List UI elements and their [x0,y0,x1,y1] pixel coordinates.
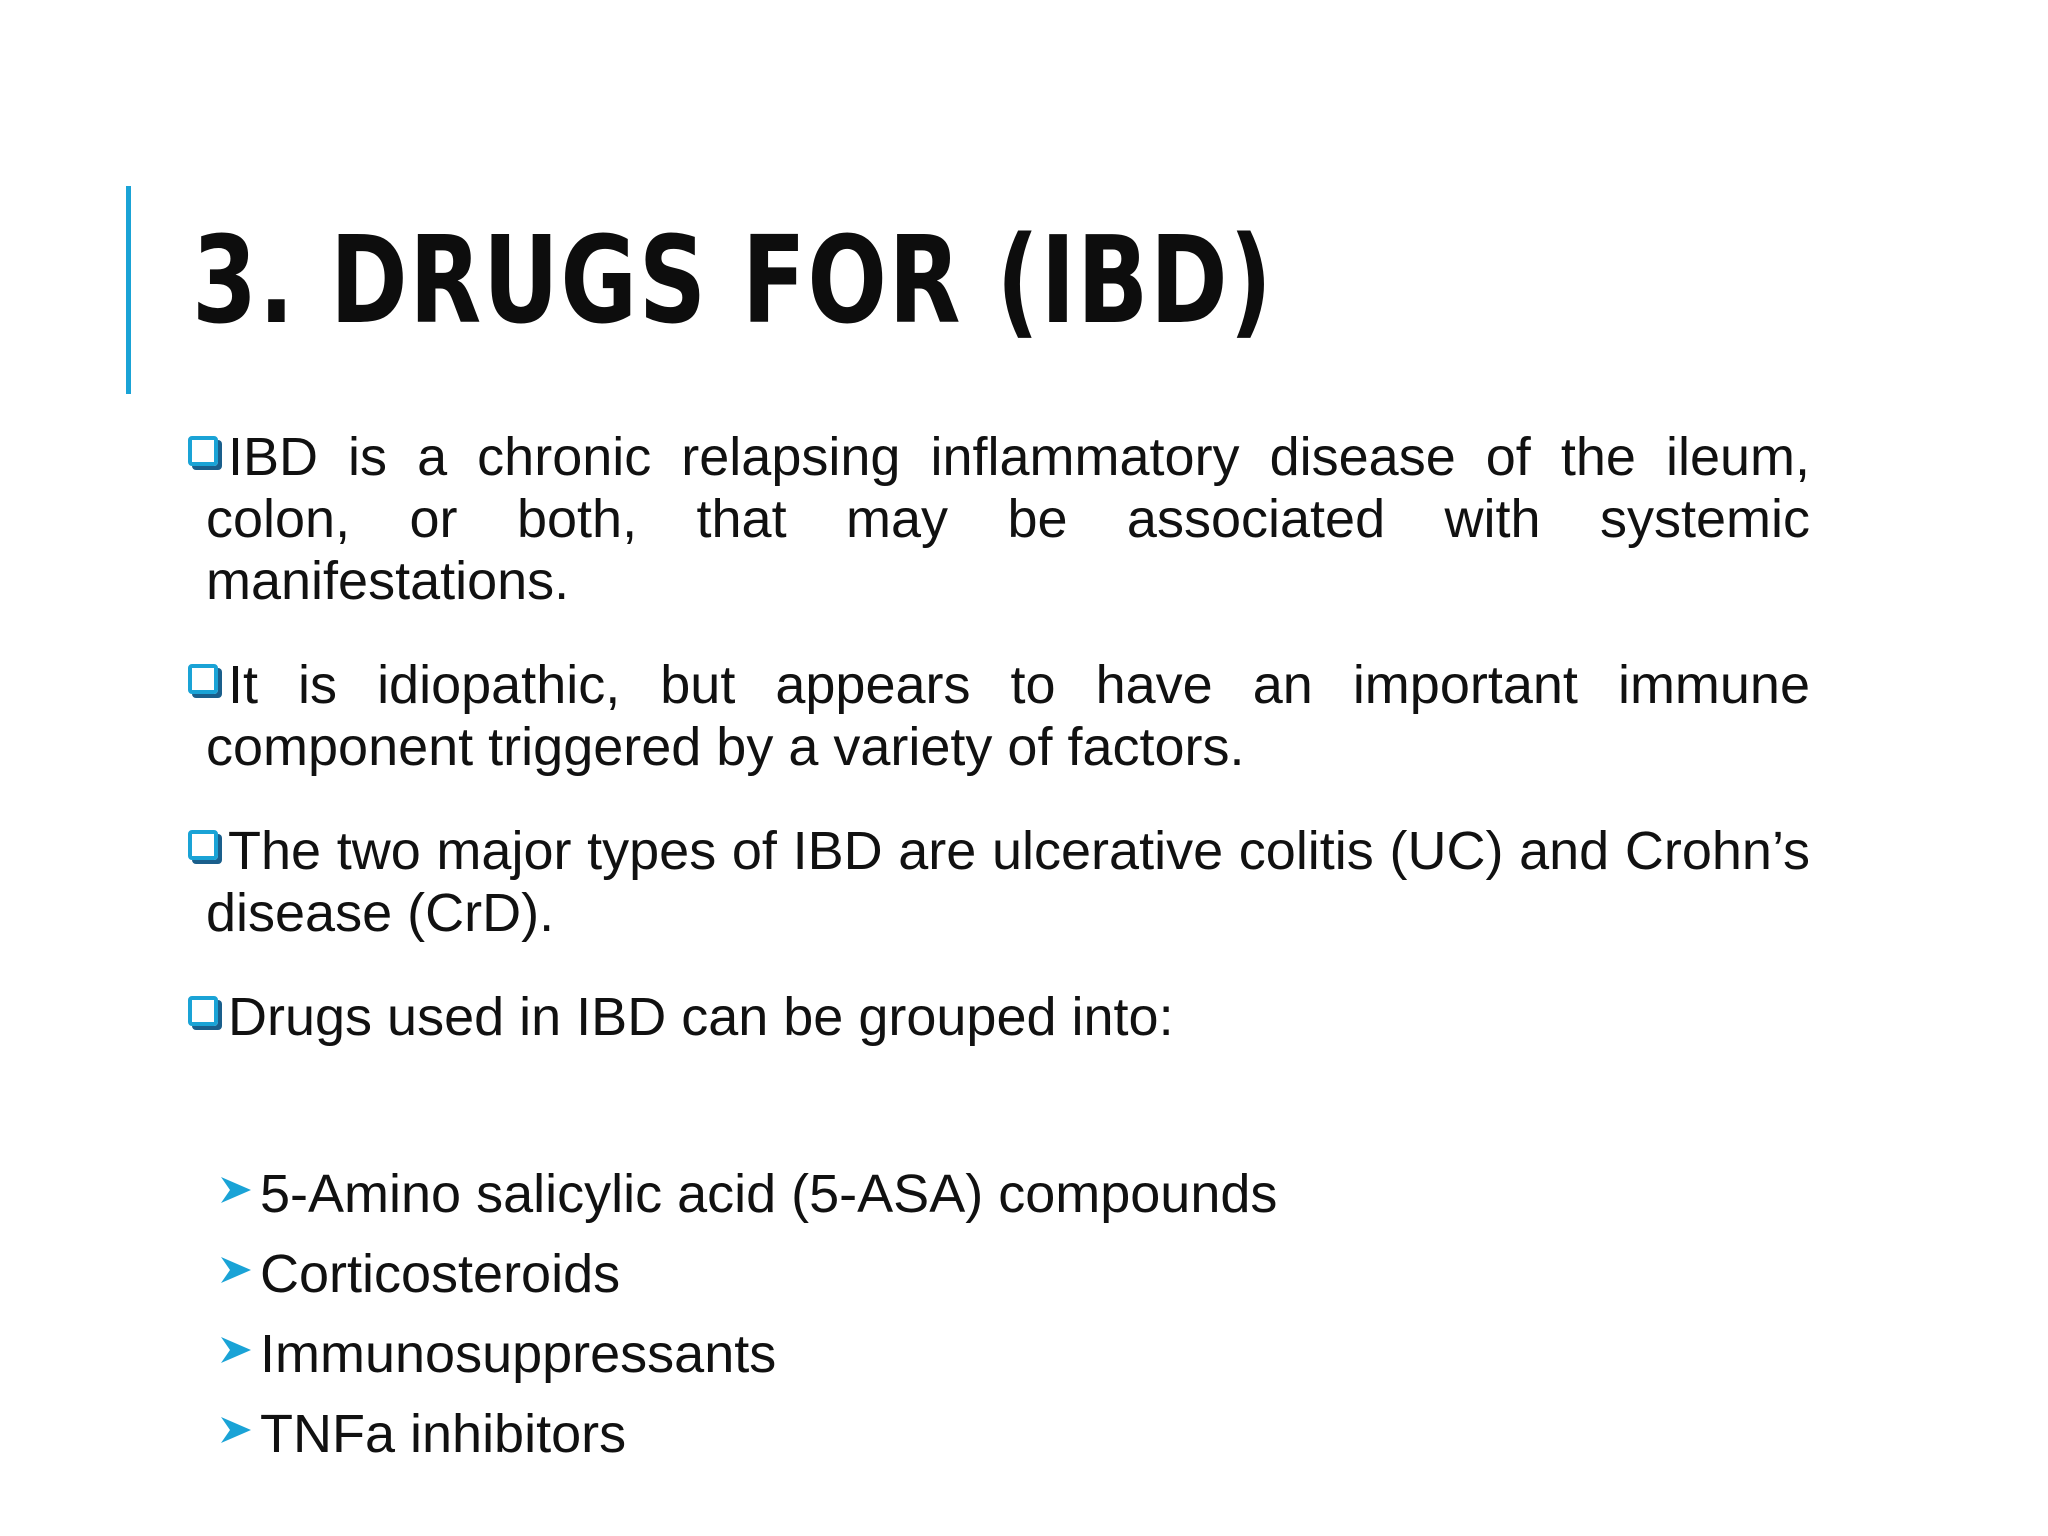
drug-group-label: 5-Amino salicylic acid (5-ASA) compounds [260,1164,1278,1224]
bullet-item [190,426,1810,612]
bullet-text: Drugs used in IBD can be grouped into: [228,987,1174,1047]
slide-title: 3. DRUGS FOR (IBD) [192,212,1274,351]
drug-group-label: TNFa inhibitors [260,1404,627,1464]
bullet-text: The two major types of IBD are ulcerative colitis (UC) and Crohn’s disease (CrD). [206,821,1810,943]
bullet-text: It is idiopathic, but appears to have an important immune component triggered by a variety of factors. [206,655,1810,777]
arrow-bullet-icon [218,1412,254,1448]
drug-group-item [218,1234,1277,1314]
square-bullet-icon [188,664,218,694]
arrow-bullet-icon [218,1332,254,1368]
drug-group-item [218,1154,1277,1234]
title-accent-bar [126,186,131,394]
drug-group-list [218,1154,1277,1474]
square-bullet-icon [188,830,218,860]
bullet-text: IBD is a chronic relapsing inflammatory disease of the ileum, colon, or both, that may be associated with systemic manifestations. [206,427,1810,611]
square-bullet-icon [188,996,218,1026]
bullet-item [190,820,1810,944]
bullet-item [190,986,1810,1048]
drug-group-item [218,1394,1277,1474]
arrow-bullet-icon [218,1252,254,1288]
bullet-list [190,426,1810,1048]
arrow-bullet-icon [218,1172,254,1208]
drug-group-item [218,1314,1277,1394]
drug-group-label: Immunosuppressants [260,1324,777,1384]
drug-group-label: Corticosteroids [260,1244,621,1304]
bullet-item [190,654,1810,778]
square-bullet-icon [188,436,218,466]
